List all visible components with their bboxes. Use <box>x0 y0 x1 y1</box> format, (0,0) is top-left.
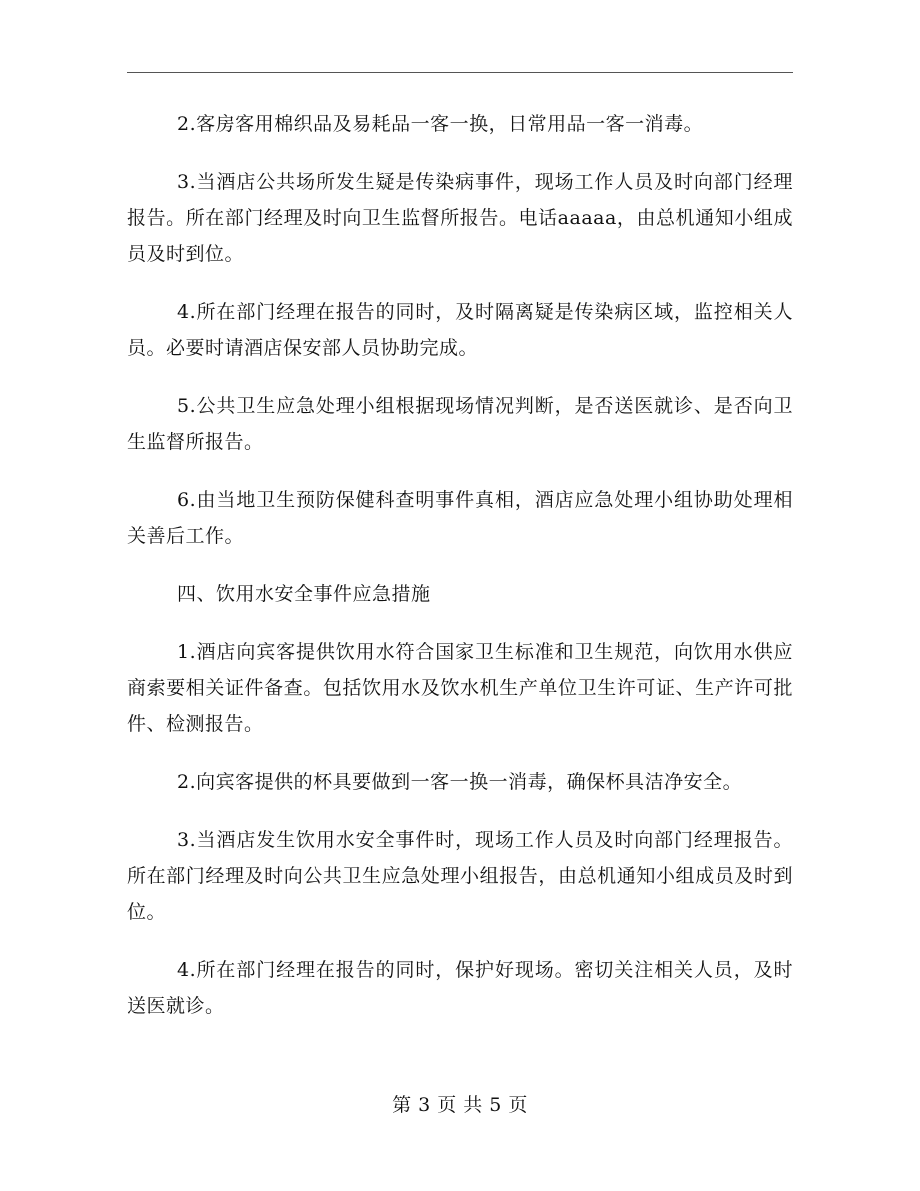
paragraph: 4.所在部门经理在报告的同时，及时隔离疑是传染病区域，监控相关人员。必要时请酒店保安部人员协助完成。 <box>127 301 793 359</box>
paragraph: 5.公共卫生应急处理小组根据现场情况判断，是否送医就诊、是否向卫生监督所报告。 <box>127 395 793 453</box>
document-body <box>127 106 793 1046</box>
paragraph: 3.当酒店发生饮用水安全事件时，现场工作人员及时向部门经理报告。所在部门经理及时向公共卫生应急处理小组报告，由总机通知小组成员及时到位。 <box>127 829 793 923</box>
paragraph: 3.当酒店公共场所发生疑是传染病事件，现场工作人员及时向部门经理报告。所在部门经理及时向卫生监督所报告。电话aaaaa，由总机通知小组成员及时到位。 <box>127 171 793 265</box>
paragraph: 6.由当地卫生预防保健科查明事件真相，酒店应急处理小组协助处理相关善后工作。 <box>127 489 793 547</box>
page-footer <box>0 1093 920 1117</box>
paragraph: 2.客房客用棉织品及易耗品一客一换，日常用品一客一消毒。 <box>177 113 704 135</box>
section-heading: 四、饮用水安全事件应急措施 <box>177 583 431 605</box>
header-rule <box>127 72 793 73</box>
paragraph: 1.酒店向宾客提供饮用水符合国家卫生标准和卫生规范，向饮用水供应商索要相关证件备查。包括饮用水及饮水机生产单位卫生许可证、生产许可批件、检测报告。 <box>127 641 793 735</box>
paragraph: 4.所在部门经理在报告的同时，保护好现场。密切关注相关人员，及时送医就诊。 <box>127 959 793 1017</box>
page-number: 第 3 页 共 5 页 <box>392 1094 528 1116</box>
paragraph: 2.向宾客提供的杯具要做到一客一换一消毒，确保杯具洁净安全。 <box>177 771 743 793</box>
